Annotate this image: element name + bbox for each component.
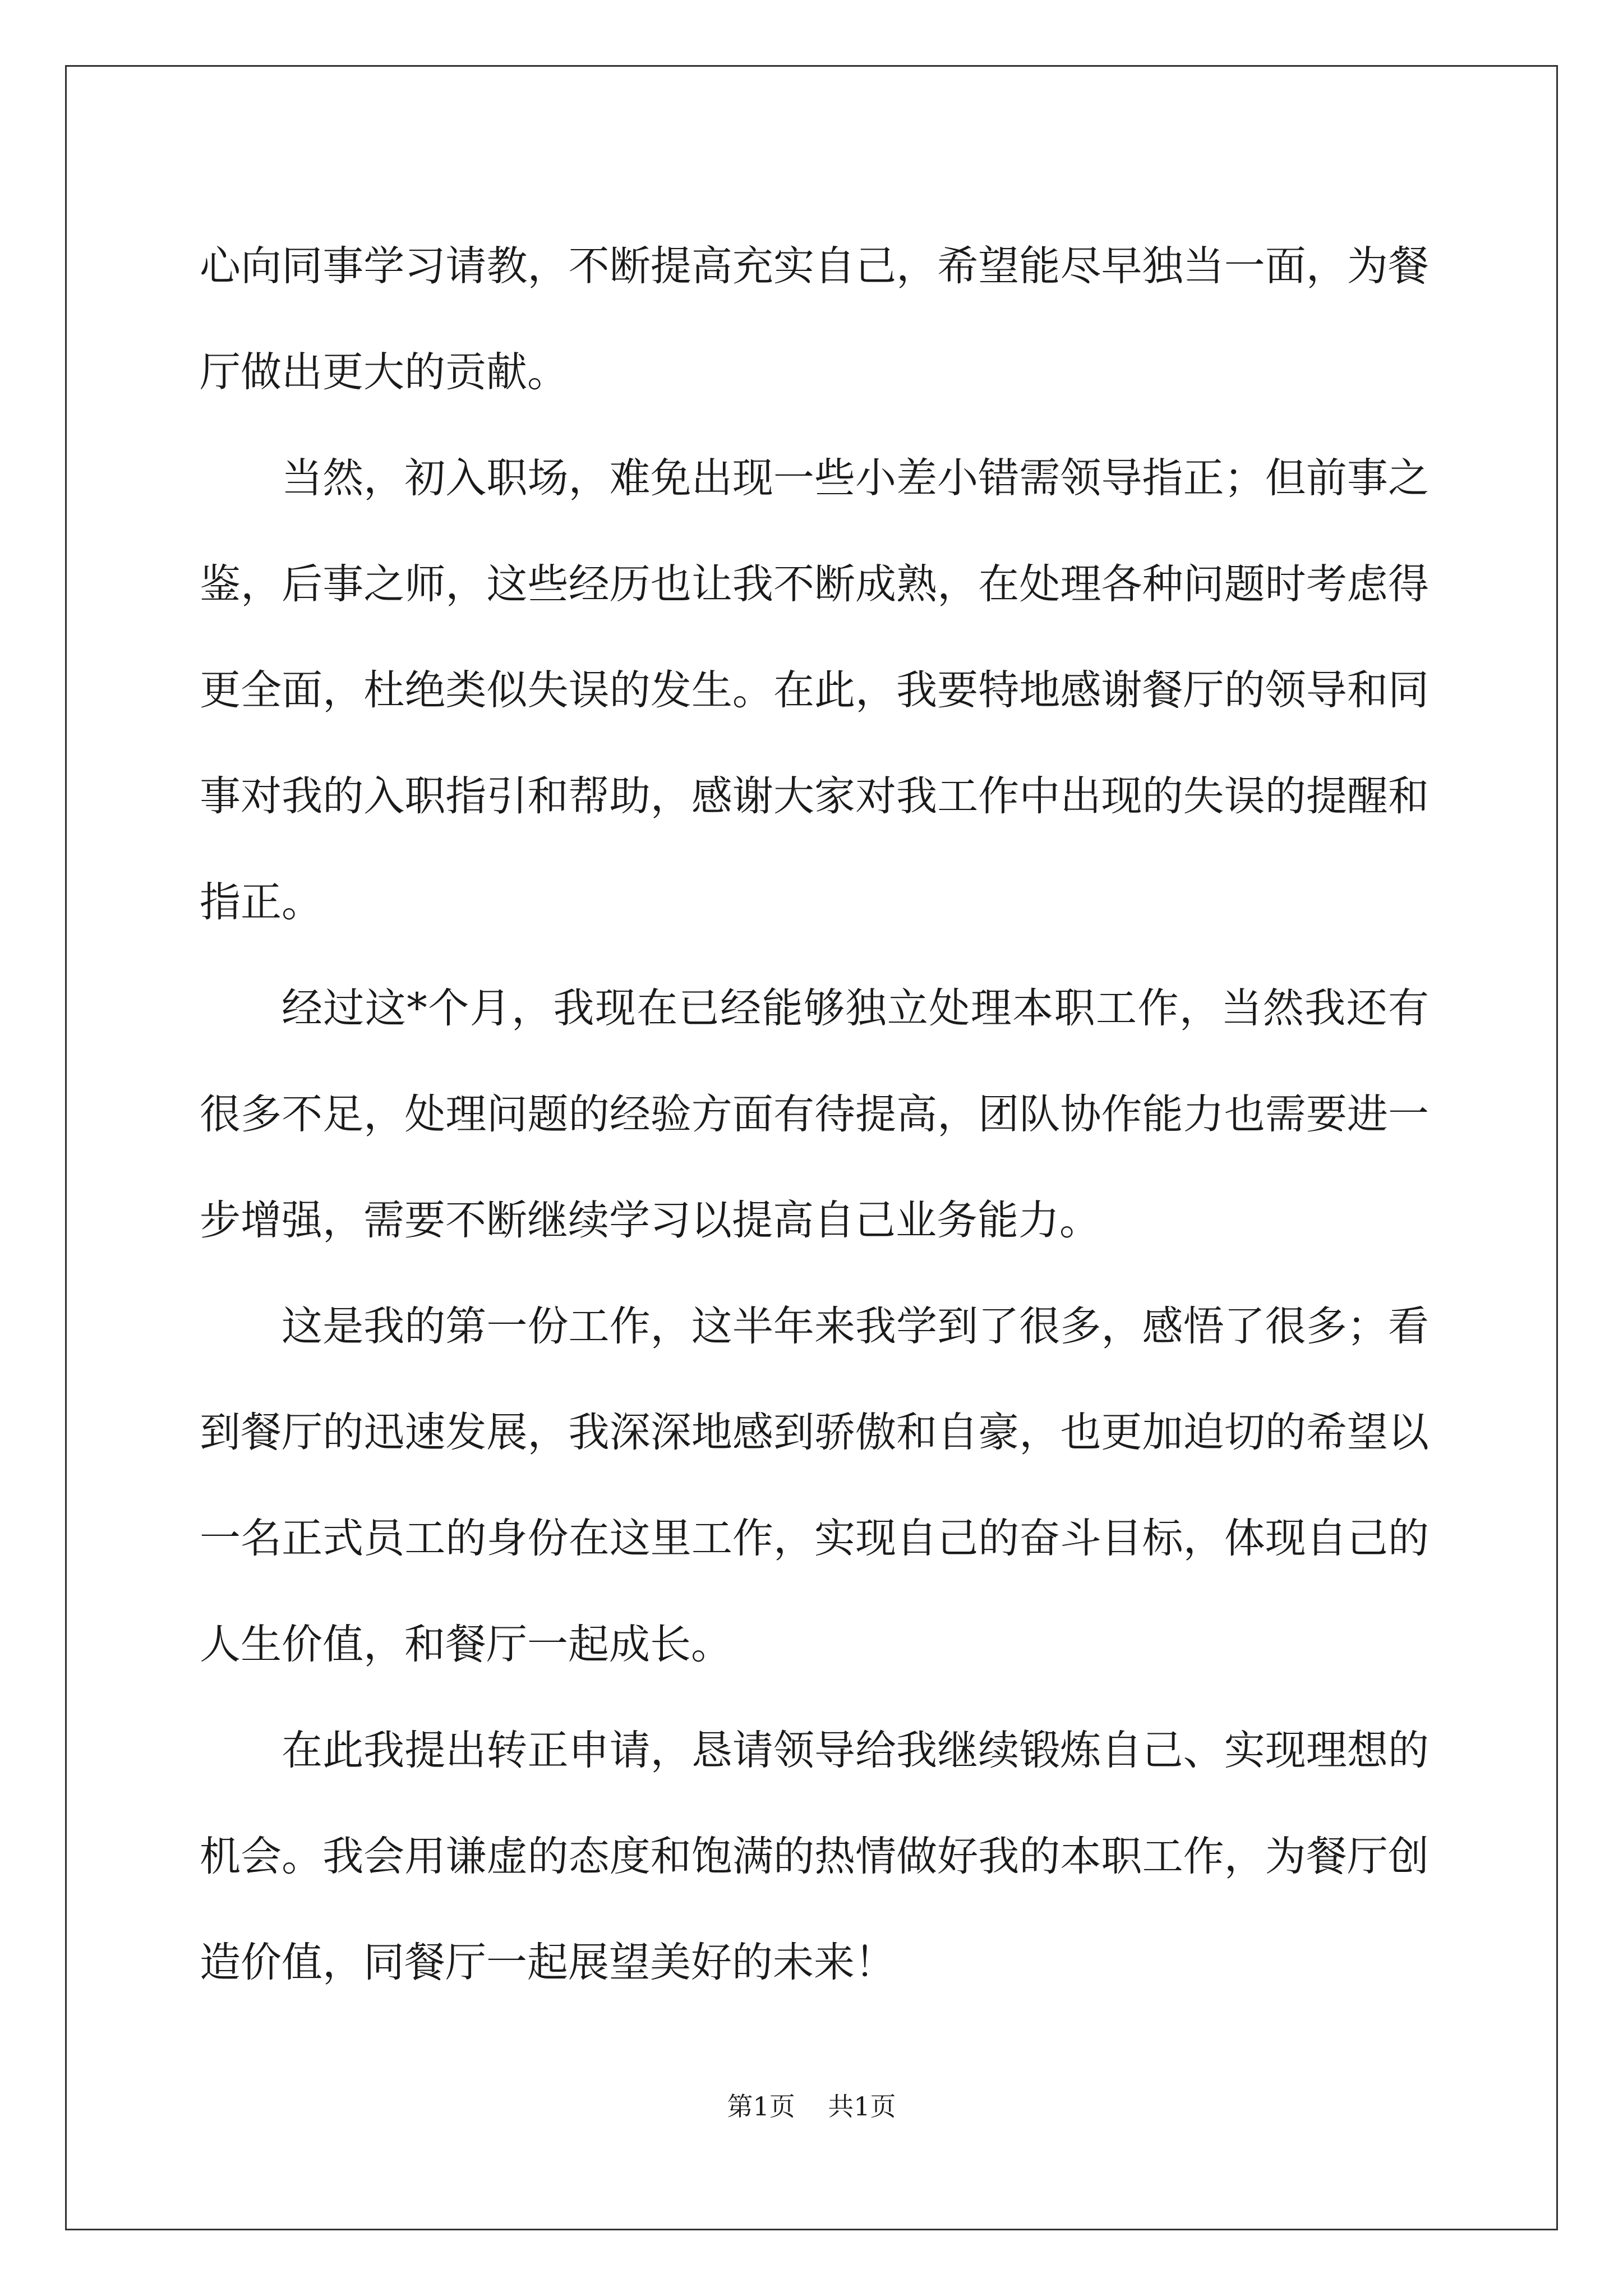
paragraph-2: 当然，初入职场，难免出现一些小差小错需领导指正；但前事之鉴，后事之师，这些经历也让我不断成熟，在处理各种问题时考虑得更全面，杜绝类似失误的发生。在此，我要特地感谢餐厅的领导和同事对我的入职指引和帮助，感谢大家对我工作中出现的失误的提醒和指正。 <box>200 454 1429 926</box>
document-body <box>200 213 1429 2016</box>
page-footer <box>0 2090 1623 2123</box>
page-number: 第1页 <box>727 2091 795 2122</box>
page-total: 共1页 <box>828 2091 896 2122</box>
footer-separator <box>795 2091 828 2122</box>
paragraph-4: 这是我的第一份工作，这半年来我学到了很多，感悟了很多；看到餐厅的迅速发展，我深深地感到骄傲和自豪，也更加迫切的希望以一名正式员工的身份在这里工作，实现自己的奋斗目标，体现自己的人生价值，和餐厅一起成长。 <box>200 1303 1429 1668</box>
paragraph-3: 经过这*个月，我现在已经能够独立处理本职工作，当然我还有很多不足，处理问题的经验方面有待提高，团队协作能力也需要进一步增强，需要不断继续学习以提高自己业务能力。 <box>200 984 1429 1244</box>
paragraph-5: 在此我提出转正申请，恳请领导给我继续锻炼自己、实现理想的机会。我会用谦虚的态度和饱满的热情做好我的本职工作，为餐厅创造价值，同餐厅一起展望美好的未来！ <box>200 1727 1429 1986</box>
paragraph-1: 心向同事学习请教，不断提高充实自己，希望能尽早独当一面，为餐厅做出更大的贡献。 <box>200 242 1429 396</box>
